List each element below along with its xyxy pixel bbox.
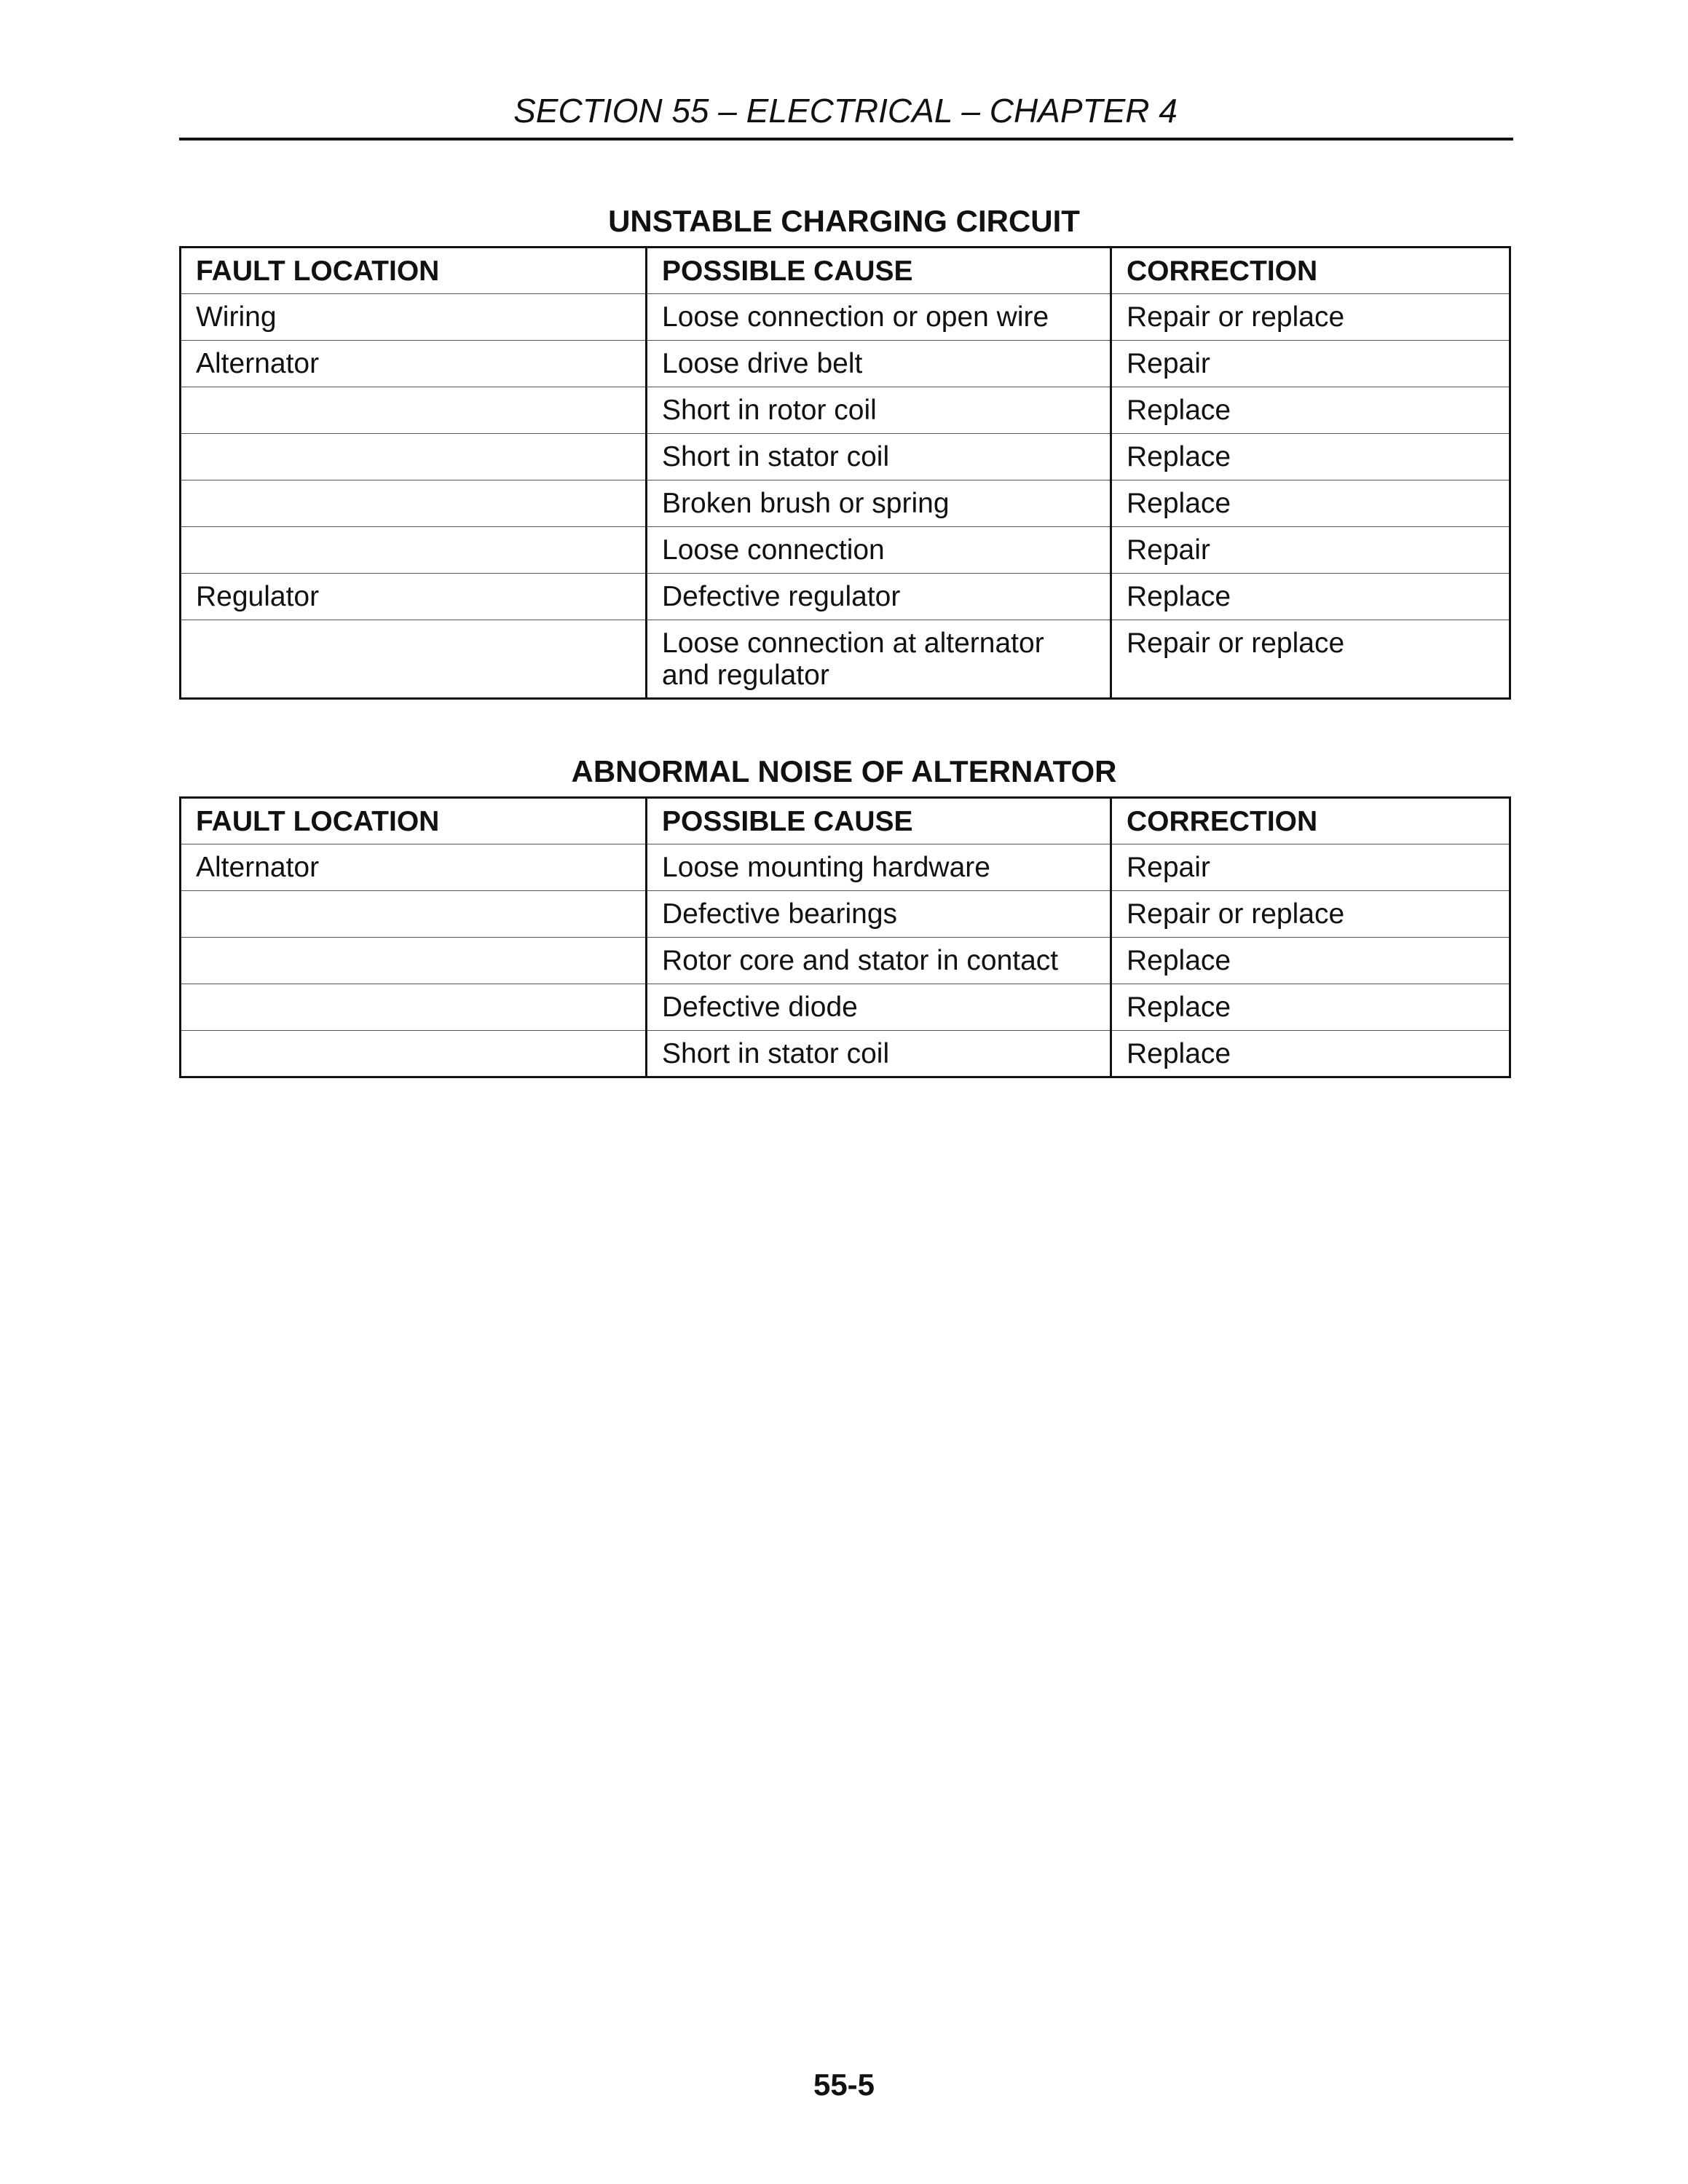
table-row	[181, 1031, 1510, 1077]
correction-cell: Repair or replace	[1111, 620, 1510, 699]
table-row	[181, 984, 1510, 1031]
fault-location-cell	[181, 480, 647, 527]
correction-cell: Repair	[1111, 341, 1510, 387]
possible-cause-cell: Loose connection	[647, 527, 1111, 574]
unstable-charging-section	[179, 202, 1509, 700]
correction-cell: Replace	[1111, 938, 1510, 984]
table-row	[181, 341, 1510, 387]
fault-location-cell	[181, 984, 647, 1031]
correction-cell: Replace	[1111, 480, 1510, 527]
possible-cause-cell: Short in rotor coil	[647, 387, 1111, 434]
correction-cell: Replace	[1111, 574, 1510, 620]
abnormal-noise-section	[179, 753, 1509, 1078]
fault-location-cell	[181, 938, 647, 984]
correction-cell: Replace	[1111, 1031, 1510, 1077]
fault-location-cell	[181, 434, 647, 480]
possible-cause-cell: Loose connection or open wire	[647, 294, 1111, 341]
possible-cause-cell: Short in stator coil	[647, 1031, 1111, 1077]
column-header-correction: CORRECTION	[1111, 798, 1510, 844]
correction-cell: Repair	[1111, 527, 1510, 574]
section-header: SECTION 55 – ELECTRICAL – CHAPTER 4	[513, 92, 1178, 130]
correction-cell: Replace	[1111, 387, 1510, 434]
fault-location-cell	[181, 387, 647, 434]
column-header-possible-cause: POSSIBLE CAUSE	[647, 798, 1111, 844]
abnormal-noise-table	[179, 796, 1511, 1078]
table-header-row	[181, 798, 1510, 844]
column-header-fault-location: FAULT LOCATION	[181, 798, 647, 844]
column-header-possible-cause: POSSIBLE CAUSE	[647, 248, 1111, 294]
fault-location-cell	[181, 891, 647, 938]
correction-cell: Replace	[1111, 434, 1510, 480]
possible-cause-cell: Broken brush or spring	[647, 480, 1111, 527]
table-header-row	[181, 248, 1510, 294]
table-row	[181, 844, 1510, 891]
table-row	[181, 434, 1510, 480]
correction-cell: Repair or replace	[1111, 891, 1510, 938]
column-header-correction: CORRECTION	[1111, 248, 1510, 294]
fault-location-cell	[181, 620, 647, 699]
table-row	[181, 891, 1510, 938]
page-number: 55-5	[813, 2068, 875, 2102]
unstable-charging-table	[179, 246, 1511, 700]
table-row	[181, 527, 1510, 574]
table-row	[181, 620, 1510, 699]
fault-location-cell: Alternator	[181, 341, 647, 387]
fault-location-cell: Regulator	[181, 574, 647, 620]
fault-location-cell	[181, 527, 647, 574]
table-title: ABNORMAL NOISE OF ALTERNATOR	[571, 754, 1117, 788]
fault-location-cell	[181, 1031, 647, 1077]
correction-cell: Repair or replace	[1111, 294, 1510, 341]
possible-cause-cell: Defective bearings	[647, 891, 1111, 938]
possible-cause-cell: Short in stator coil	[647, 434, 1111, 480]
correction-cell: Replace	[1111, 984, 1510, 1031]
table-row	[181, 574, 1510, 620]
table-row	[181, 387, 1510, 434]
table-row	[181, 938, 1510, 984]
possible-cause-cell: Loose connection at alternator and regulator	[647, 620, 1111, 699]
possible-cause-cell: Rotor core and stator in contact	[647, 938, 1111, 984]
header-rule	[179, 138, 1513, 141]
table-row	[181, 480, 1510, 527]
possible-cause-cell: Loose drive belt	[647, 341, 1111, 387]
table-title: UNSTABLE CHARGING CIRCUIT	[608, 204, 1080, 238]
column-header-fault-location: FAULT LOCATION	[181, 248, 647, 294]
correction-cell: Repair	[1111, 844, 1510, 891]
possible-cause-cell: Defective diode	[647, 984, 1111, 1031]
fault-location-cell: Wiring	[181, 294, 647, 341]
table-row	[181, 294, 1510, 341]
fault-location-cell: Alternator	[181, 844, 647, 891]
possible-cause-cell: Defective regulator	[647, 574, 1111, 620]
possible-cause-cell: Loose mounting hardware	[647, 844, 1111, 891]
